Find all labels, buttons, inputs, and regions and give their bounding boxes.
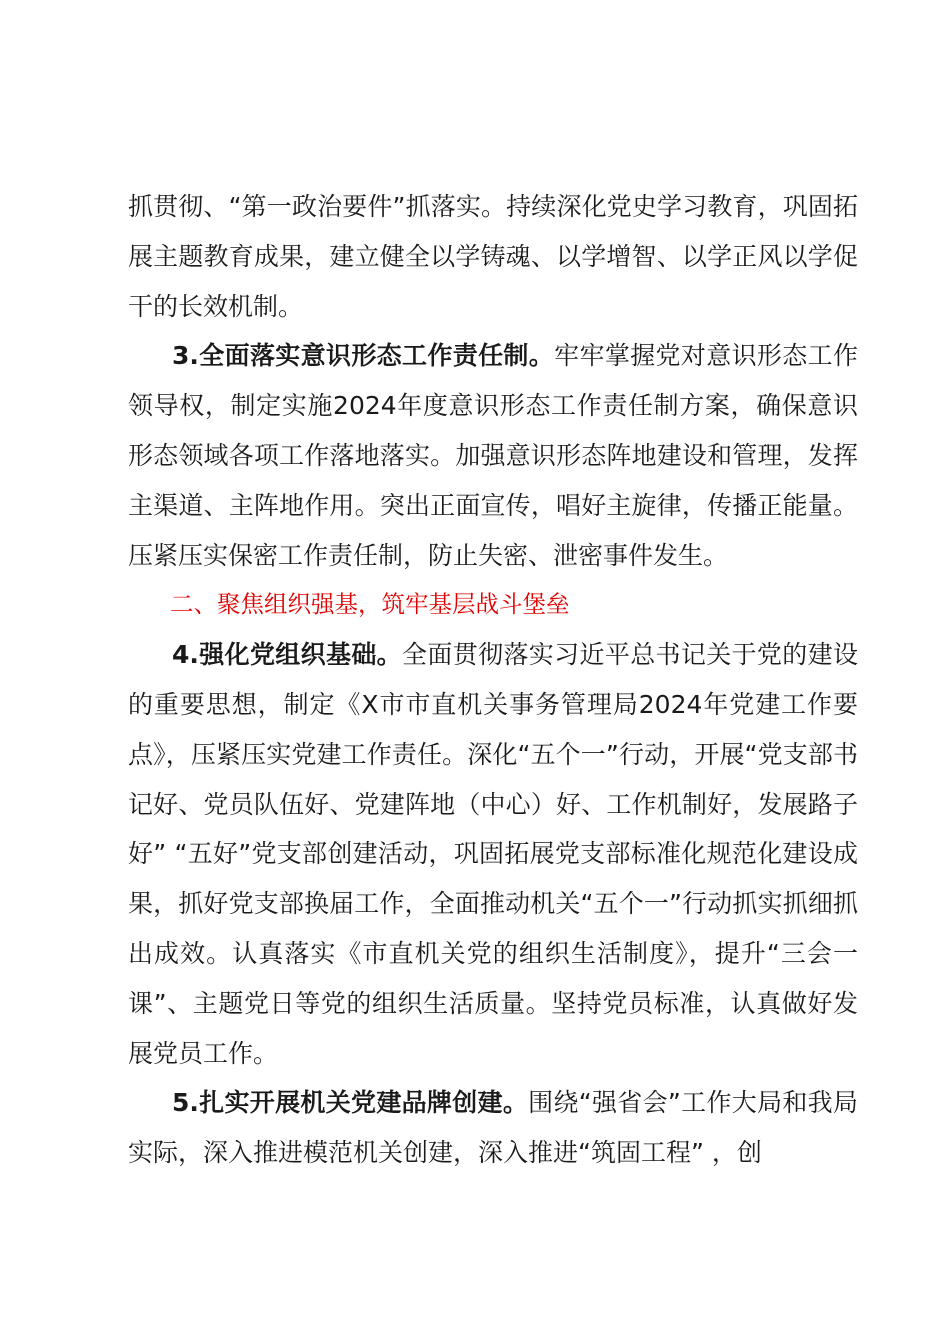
section-heading-text: 二、聚焦组织强基，筑牢基层战斗堡垒 bbox=[170, 590, 570, 619]
item-title: 4.强化党组织基础。 bbox=[172, 640, 403, 670]
paragraph-item-5 bbox=[128, 1078, 858, 1178]
paragraph-continuation bbox=[128, 182, 858, 331]
item-text: 牢牢掌握党对意识形态工作领导权，制定实施2024年度意识形态工作责任制方案，确保意识形态领域各项工作落地落实。加强意识形态阵地建设和管理，发挥主渠道、主阵地作用。突出正面宣传，唱好主旋律，传播正能量。压紧压实保密工作责任制，防止失密、泄密事件发生。 bbox=[128, 341, 858, 570]
item-title: 3.全面落实意识形态工作责任制。 bbox=[172, 341, 555, 371]
section-heading bbox=[128, 580, 858, 630]
paragraph-text: 抓贯彻、“第一政治要件”抓落实。持续深化党史学习教育，巩固拓展主题教育成果，建立健全以学铸魂、以学增智、以学正风以学促干的长效机制。 bbox=[128, 192, 858, 321]
document-body bbox=[128, 182, 858, 1178]
item-text: 全面贯彻落实习近平总书记关于党的建设的重要思想，制定《X市市直机关事务管理局2024年党建工作要点》，压紧压实党建工作责任。深化“五个一”行动，开展“党支部书记好、党员队伍好、党建阵地（中心）好、工作机制好，发展路子好” “五好”党支部创建活动，巩固拓展党支部标准化规范化建设成果，抓好党支部换届工作，全面推动机关“五个一”行动抓实抓细抓出成效。认真落实《市直机关党的组织生活制度》，提升“三会一课”、主题党日等党的组织生活质量。坚持党员标准，认真做好发展党员工作。 bbox=[128, 640, 858, 1068]
item-text: 围绕“强省会”工作大局和我局实际，深入推进模范机关创建，深入推进“筑固工程” ，创 bbox=[128, 1088, 858, 1168]
paragraph-item-4 bbox=[128, 630, 858, 1078]
paragraph-item-3 bbox=[128, 331, 858, 580]
item-title: 5.扎实开展机关党建品牌创建。 bbox=[172, 1088, 529, 1118]
